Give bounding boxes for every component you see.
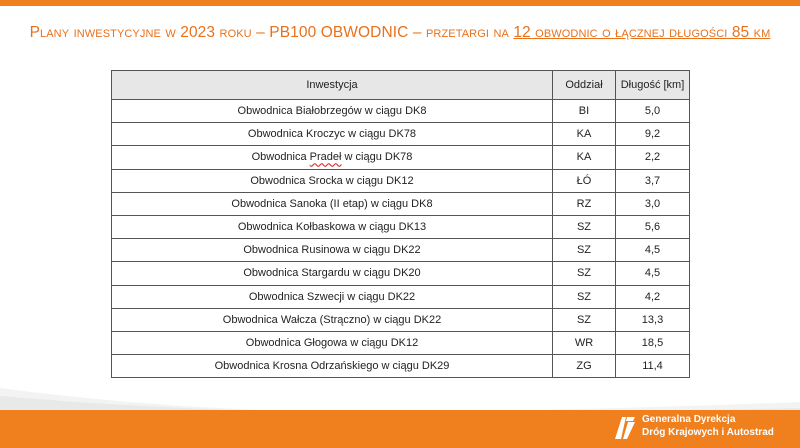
cell-investment: Obwodnica Głogowa w ciągu DK12 [112, 331, 553, 354]
cell-investment: Obwodnica Kroczyc w ciągu DK78 [112, 123, 553, 146]
cell-length: 18,5 [616, 331, 690, 354]
cell-investment: Obwodnica Wałcza (Strączno) w ciągu DK22 [112, 308, 553, 331]
cell-investment-suffix: w ciągu DK78 [341, 151, 413, 164]
cell-length: 2,2 [616, 146, 690, 169]
table-row [112, 308, 690, 331]
cell-investment-prefix: Obwodnica [251, 151, 310, 164]
organization-name-line2: Dróg Krajowych i Autostrad [642, 426, 774, 438]
cell-branch: RZ [553, 192, 616, 215]
cell-investment: Obwodnica Krosna Odrzańskiego w ciągu DK29 [112, 355, 553, 378]
column-header-investment: Inwestycja [112, 71, 553, 100]
table-row [112, 239, 690, 262]
column-header-branch: Oddział [553, 71, 616, 100]
cell-branch: WR [553, 331, 616, 354]
cell-investment: Obwodnica Kołbaskowa w ciągu DK13 [112, 215, 553, 238]
cell-branch: BI [553, 100, 616, 123]
cell-branch: SZ [553, 308, 616, 331]
table-row [112, 146, 690, 169]
page-title [0, 24, 800, 42]
table-row [112, 192, 690, 215]
column-header-length: Długość [km] [616, 71, 690, 100]
cell-branch: KA [553, 146, 616, 169]
cell-investment: Obwodnica Stargardu w ciągu DK20 [112, 262, 553, 285]
cell-branch: SZ [553, 262, 616, 285]
table-row [112, 262, 690, 285]
table-row [112, 285, 690, 308]
gddkia-road-logo-icon [613, 413, 637, 441]
footer-wave-decoration [0, 370, 800, 415]
cell-length: 13,3 [616, 308, 690, 331]
top-accent-bar [0, 0, 800, 6]
cell-length: 3,0 [616, 192, 690, 215]
cell-branch: SZ [553, 239, 616, 262]
cell-length: 4,2 [616, 285, 690, 308]
spellcheck-flagged-word: Pradeł [309, 151, 342, 164]
cell-length: 4,5 [616, 262, 690, 285]
cell-investment: Obwodnica Srocka w ciągu DK12 [112, 169, 553, 192]
cell-investment: Obwodnica Szwecji w ciągu DK22 [112, 285, 553, 308]
table-row [112, 100, 690, 123]
table-row [112, 331, 690, 354]
title-part-a: Plany inwestycyjne w 2023 roku [29, 24, 252, 41]
title-part-b: – PB100 OBWODNIC – [251, 24, 426, 41]
cell-branch: ŁÓ [553, 169, 616, 192]
cell-length: 11,4 [616, 355, 690, 378]
cell-investment: Obwodnica Rusinowa w ciągu DK22 [112, 239, 553, 262]
cell-length: 9,2 [616, 123, 690, 146]
cell-length: 4,5 [616, 239, 690, 262]
cell-branch: SZ [553, 215, 616, 238]
title-part-d: 12 obwodnic o łącznej długości 85 km [513, 24, 771, 41]
cell-investment: Obwodnica Sanoka (II etap) w ciągu DK8 [112, 192, 553, 215]
cell-branch: ZG [553, 355, 616, 378]
table-row [112, 215, 690, 238]
investment-table [111, 70, 690, 378]
organization-name [642, 414, 774, 439]
cell-length: 5,6 [616, 215, 690, 238]
cell-length: 5,0 [616, 100, 690, 123]
table-row [112, 123, 690, 146]
cell-branch: SZ [553, 285, 616, 308]
title-part-c: przetargi na [426, 24, 514, 41]
cell-length: 3,7 [616, 169, 690, 192]
cell-investment: Obwodnica Białobrzegów w ciągu DK8 [112, 100, 553, 123]
table-row [112, 169, 690, 192]
cell-branch: KA [553, 123, 616, 146]
organization-name-line1: Generalna Dyrekcja [642, 414, 736, 425]
table-header-row [112, 71, 690, 100]
cell-investment [112, 146, 553, 169]
